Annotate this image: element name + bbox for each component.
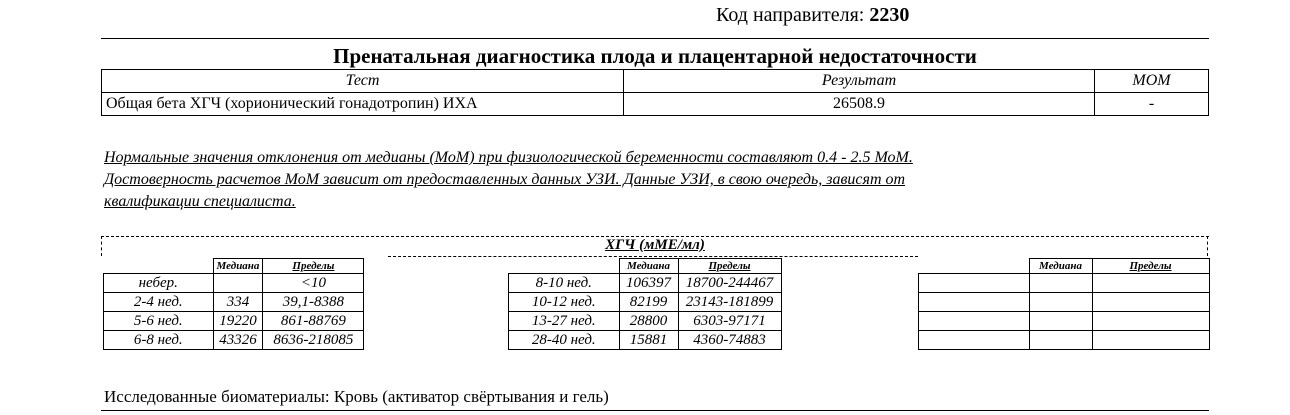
median: 28800	[619, 312, 678, 331]
limits: 6303-97171	[678, 312, 781, 331]
test-name: Общая бета ХГЧ (хорионический гонадотропин) ИХА	[102, 93, 624, 116]
median: 82199	[619, 293, 678, 312]
table-row	[919, 274, 1210, 293]
median-header: Медиана	[213, 259, 263, 274]
col-mom-header: МОМ	[1095, 70, 1209, 93]
limits-header: Пределы	[263, 259, 364, 274]
period: 8-10 нед.	[509, 274, 620, 293]
limits: 8636-218085	[263, 331, 364, 350]
table-row	[919, 312, 1210, 331]
table-row	[104, 293, 364, 312]
limits: 39,1-8388	[263, 293, 364, 312]
limits: 23143-181899	[678, 293, 781, 312]
limits-header: Пределы	[678, 259, 781, 274]
median: 106397	[619, 274, 678, 293]
median-header: Медиана	[619, 259, 678, 274]
test-mom: -	[1095, 93, 1209, 116]
col-result-header: Результат	[624, 70, 1095, 93]
table-row	[104, 274, 364, 293]
median: 334	[213, 293, 263, 312]
limits: <10	[263, 274, 364, 293]
median: 19220	[213, 312, 263, 331]
limits: 861-88769	[263, 312, 364, 331]
table-row	[104, 312, 364, 331]
period: 10-12 нед.	[509, 293, 620, 312]
median: 43326	[213, 331, 263, 350]
biomaterials-line: Исследованные биоматериалы: Кровь (активатор свёртывания и гель)	[104, 387, 609, 406]
period: 5-6 нед.	[104, 312, 214, 331]
referrer-label: Код направителя:	[716, 4, 865, 26]
table-row	[509, 331, 782, 350]
reference-title: ХГЧ (мМЕ/мл)	[605, 237, 705, 253]
footer-divider	[101, 410, 1209, 411]
referrer-code-line	[716, 4, 909, 27]
reference-table-middle	[508, 258, 782, 350]
median	[213, 274, 263, 293]
results-header-row	[102, 70, 1209, 93]
table-row	[509, 312, 782, 331]
limits-header: Пределы	[1092, 259, 1209, 274]
reference-table-left	[103, 258, 364, 350]
col-test-header: Тест	[102, 70, 624, 93]
table-row	[919, 331, 1210, 350]
note-line: Достоверность расчетов МоМ зависит от предоставленных данных УЗИ. Данные УЗИ, в свою очередь, зависят от	[104, 171, 906, 188]
period: 28-40 нед.	[509, 331, 620, 350]
referrer-code: 2230	[869, 4, 910, 26]
table-row	[104, 331, 364, 350]
header-divider	[101, 38, 1209, 39]
notes-block	[104, 147, 1204, 213]
limits: 18700-244467	[678, 274, 781, 293]
limits: 4360-74883	[678, 331, 781, 350]
reference-table-right	[918, 258, 1210, 350]
period: небер.	[104, 274, 214, 293]
table-row	[509, 293, 782, 312]
period: 2-4 нед.	[104, 293, 214, 312]
results-table	[101, 69, 1209, 116]
note-line: Нормальные значения отклонения от медианы (МоМ) при физиологической беременности составляют 0.4 - 2.5 МоМ.	[104, 149, 913, 166]
median-header: Медиана	[1029, 259, 1092, 274]
median: 15881	[619, 331, 678, 350]
reference-title-underline	[388, 256, 918, 257]
table-row	[509, 274, 782, 293]
table-row	[919, 293, 1210, 312]
note-line: квалификации специалиста.	[104, 193, 296, 210]
test-result: 26508.9	[624, 93, 1095, 116]
section-title: Пренатальная диагностика плода и плацентарной недостаточности	[333, 44, 977, 68]
period: 13-27 нед.	[509, 312, 620, 331]
table-row	[102, 93, 1209, 116]
period: 6-8 нед.	[104, 331, 214, 350]
